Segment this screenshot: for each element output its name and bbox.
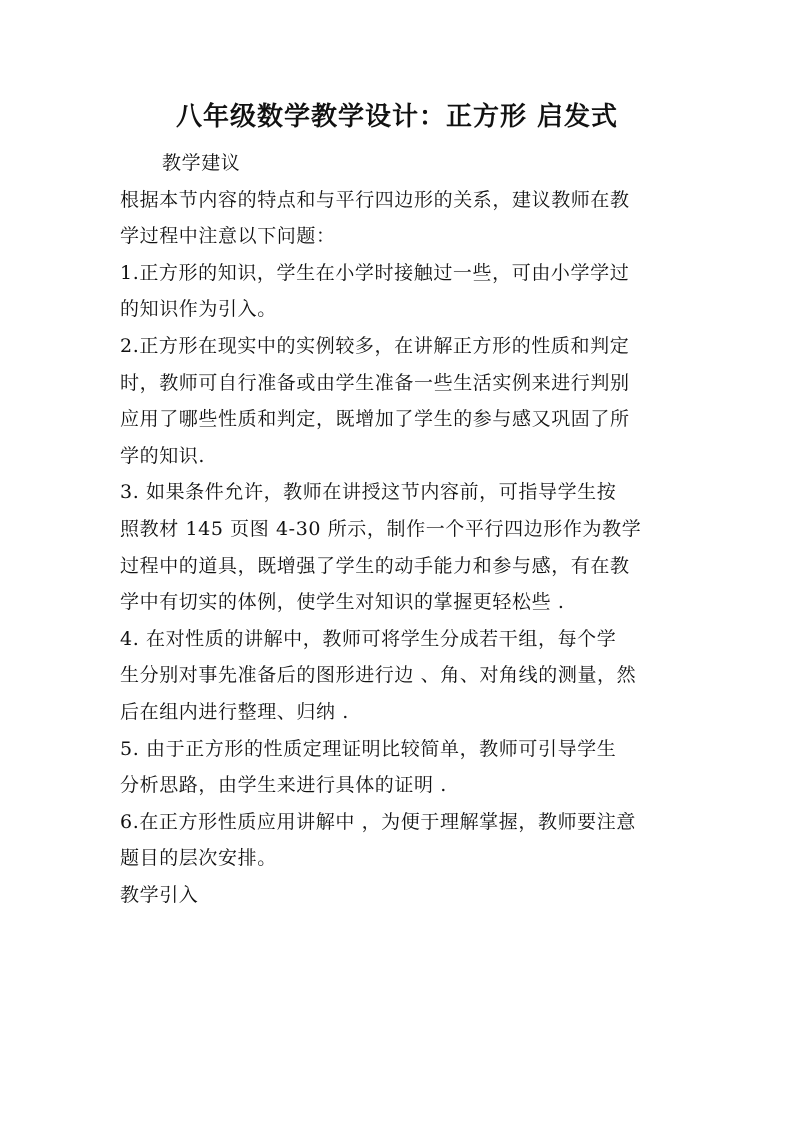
document-title: 八年级数学教学设计：正方形 启发式 xyxy=(175,102,619,132)
paragraph-line: 的知识作为引入。 xyxy=(120,298,277,321)
paragraph-line: 6.在正方形性质应用讲解中 ，为便于理解掌握，教师要注意 xyxy=(120,810,636,833)
paragraph-line: 根据本节内容的特点和与平行四边形的关系，建议教师在教 xyxy=(120,188,630,211)
paragraph-line: 过程中的道具，既增强了学生的动手能力和参与感，有在教 xyxy=(120,554,630,577)
paragraph-line: 生分别对事先准备后的图形进行边 、角、对角线的测量，然 xyxy=(120,664,637,687)
paragraph-line: 4. 在对性质的讲解中，教师可将学生分成若干组，每个学 xyxy=(120,627,617,650)
paragraph-line: 后在组内进行整理、归纳 . xyxy=(120,700,349,723)
paragraph-line: 学过程中注意以下问题： xyxy=(120,225,336,248)
paragraph-line: 应用了哪些性质和判定，既增加了学生的参与感又巩固了所 xyxy=(120,408,630,431)
paragraph-line: 学的知识. xyxy=(120,444,206,467)
paragraph-line: 照教材 145 页图 4-30 所示，制作一个平行四边形作为教学 xyxy=(120,517,642,540)
paragraph-line: 时，教师可自行准备或由学生准备一些生活实例来进行判别 xyxy=(120,371,630,394)
paragraph-line: 2.正方形在现实中的实例较多，在讲解正方形的性质和判定 xyxy=(120,334,630,357)
document-body xyxy=(120,145,676,913)
paragraph-line: 1.正方形的知识，学生在小学时接触过一些，可由小学学过 xyxy=(120,261,630,284)
paragraph-line: 5. 由于正方形的性质定理证明比较简单，教师可引导学生 xyxy=(120,737,617,760)
paragraph-line: 3. 如果条件允许，教师在讲授这节内容前，可指导学生按 xyxy=(120,481,617,504)
section-heading-teaching-introduction: 教学引入 xyxy=(120,883,199,906)
paragraph-line: 题目的层次安排。 xyxy=(120,847,277,870)
section-heading-teaching-suggestions: 教学建议 xyxy=(162,152,241,174)
paragraph-line: 分析思路，由学生来进行具体的证明 . xyxy=(120,774,447,797)
paragraph-line: 学中有切实的体例，使学生对知识的掌握更轻松些 . xyxy=(120,591,565,614)
